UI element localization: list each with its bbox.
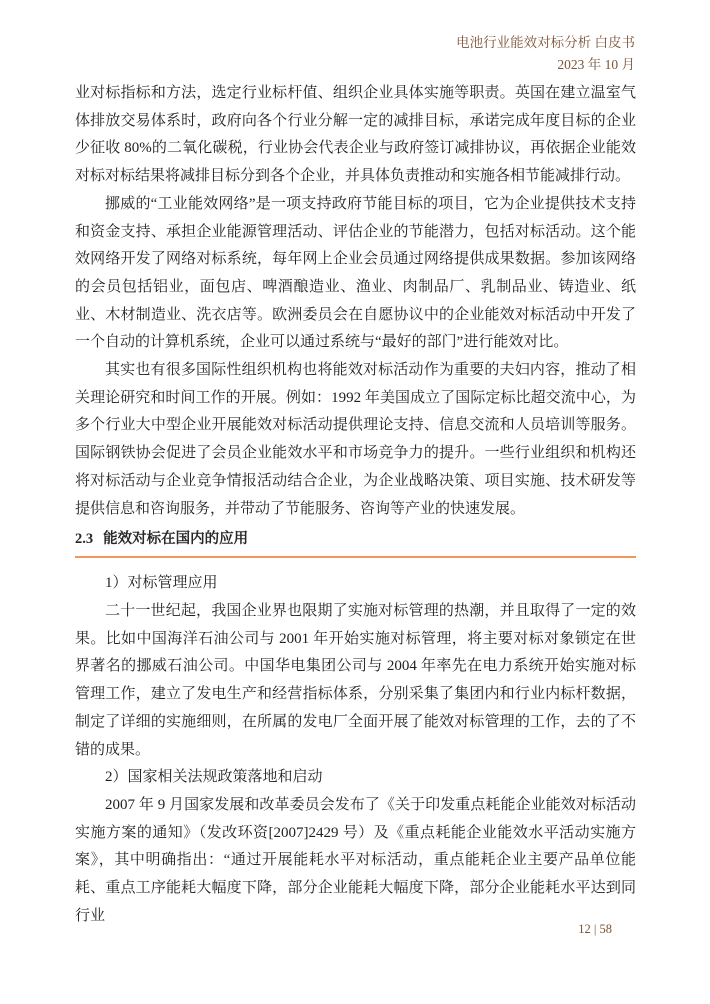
section-title: 能效对标在国内的应用 — [103, 531, 249, 548]
document-body — [75, 80, 636, 930]
page-number: 12 | 58 — [578, 922, 612, 936]
header-doc-title: 电池行业能效对标分析 白皮书 — [456, 35, 635, 50]
section-number: 2.3 — [75, 531, 94, 548]
paragraph-domestic-application: 二十一世纪起，我国企业界也限期了实施对标管理的热潮，并且取得了一定的效果。比如中国海洋石油公司与 2001 年开始实施对标管理，将主要对标对象锁定在世界著名的挪威石油公司。中国华电集团公司与 2004 年率先在电力系统开始实施对标管理工作，建立了发电生产和经营指标体系，分别采集了集团内和行业内标杆数据，制定了详细的实施细则，在所属的发电厂全面开展了能效对标管理的工作，去的了不错的成果。 — [75, 602, 636, 758]
header-doc-date: 2023 年 10 月 — [557, 57, 635, 72]
paragraph-uk-benchmarking: 业对标指标和方法，选定行业标杆值、组织企业具体实施等职责。英国在建立温室气体排放交易体系时，政府向各个行业分解一定的减排目标，承诺完成年度目标的企业少征收 80%的二氧化碳税，行业协会代表企业与政府签订减排协议，再依据企业能效对标对标结果将减排目标分到各个企业，并具体负责推动和实施各相节能减排行动。 — [75, 85, 636, 185]
section-heading-2-3 — [75, 530, 636, 558]
paragraph-policy-2007: 2007 年 9 月国家发展和改革委员会发布了《关于印发重点耗能企业能效对标活动实施方案的通知》（发改环资[2007]2429 号）及《重点耗能企业能效水平活动实施方案》，其中明确指出：“通过开展能耗水平对标活动，重点能耗企业主要产品单位能耗、重点工序能耗大幅度下降，部分企业能耗大幅度下降，部分企业能耗水平达到同行业 — [75, 796, 636, 924]
paragraph-international-orgs: 其实也有很多国际性组织机构也将能效对标活动作为重要的夫妇内容，推动了相关理论研究和时间工作的开展。例如：1992 年美国成立了国际定标比超交流中心，为多个行业大中型企业开展能效对标活动提供理论支持、信息交流和人员培训等服务。国际钢铁协会促进了会员企业能效水平和市场竞争力的提升。一些行业组织和机构还将对标活动与企业竞争情报活动结合企业，为企业战略决策、项目实施、技术研发等提供信息和咨询服务，并带动了节能服务、咨询等产业的快速发展。 — [75, 362, 636, 517]
paragraph-norway-network: 挪威的“工业能效网络”是一项支持政府节能目标的项目，它为企业提供技术支持和资金支持、承担企业能源管理活动、评估企业的节能潜力，包括对标活动。这个能效网络开发了网络对标系统，每年网上企业会员通过网络提供成果数据。参加该网络的会员包括铝业，面包店、啤酒酿造业、渔业、肉制品厂、乳制品业、铸造业、纸业、木材制造业、洗衣店等。欧洲委员会在自愿协议中的企业能效对标活动中开发了一个自动的计算机系统，企业可以通过系统与“最好的部门”进行能效对比。 — [75, 195, 636, 351]
list-item-2-heading: 2）国家相关法规政策落地和启动 — [105, 769, 323, 786]
list-item-1-heading: 1）对标管理应用 — [105, 575, 218, 592]
document-header — [75, 32, 635, 76]
